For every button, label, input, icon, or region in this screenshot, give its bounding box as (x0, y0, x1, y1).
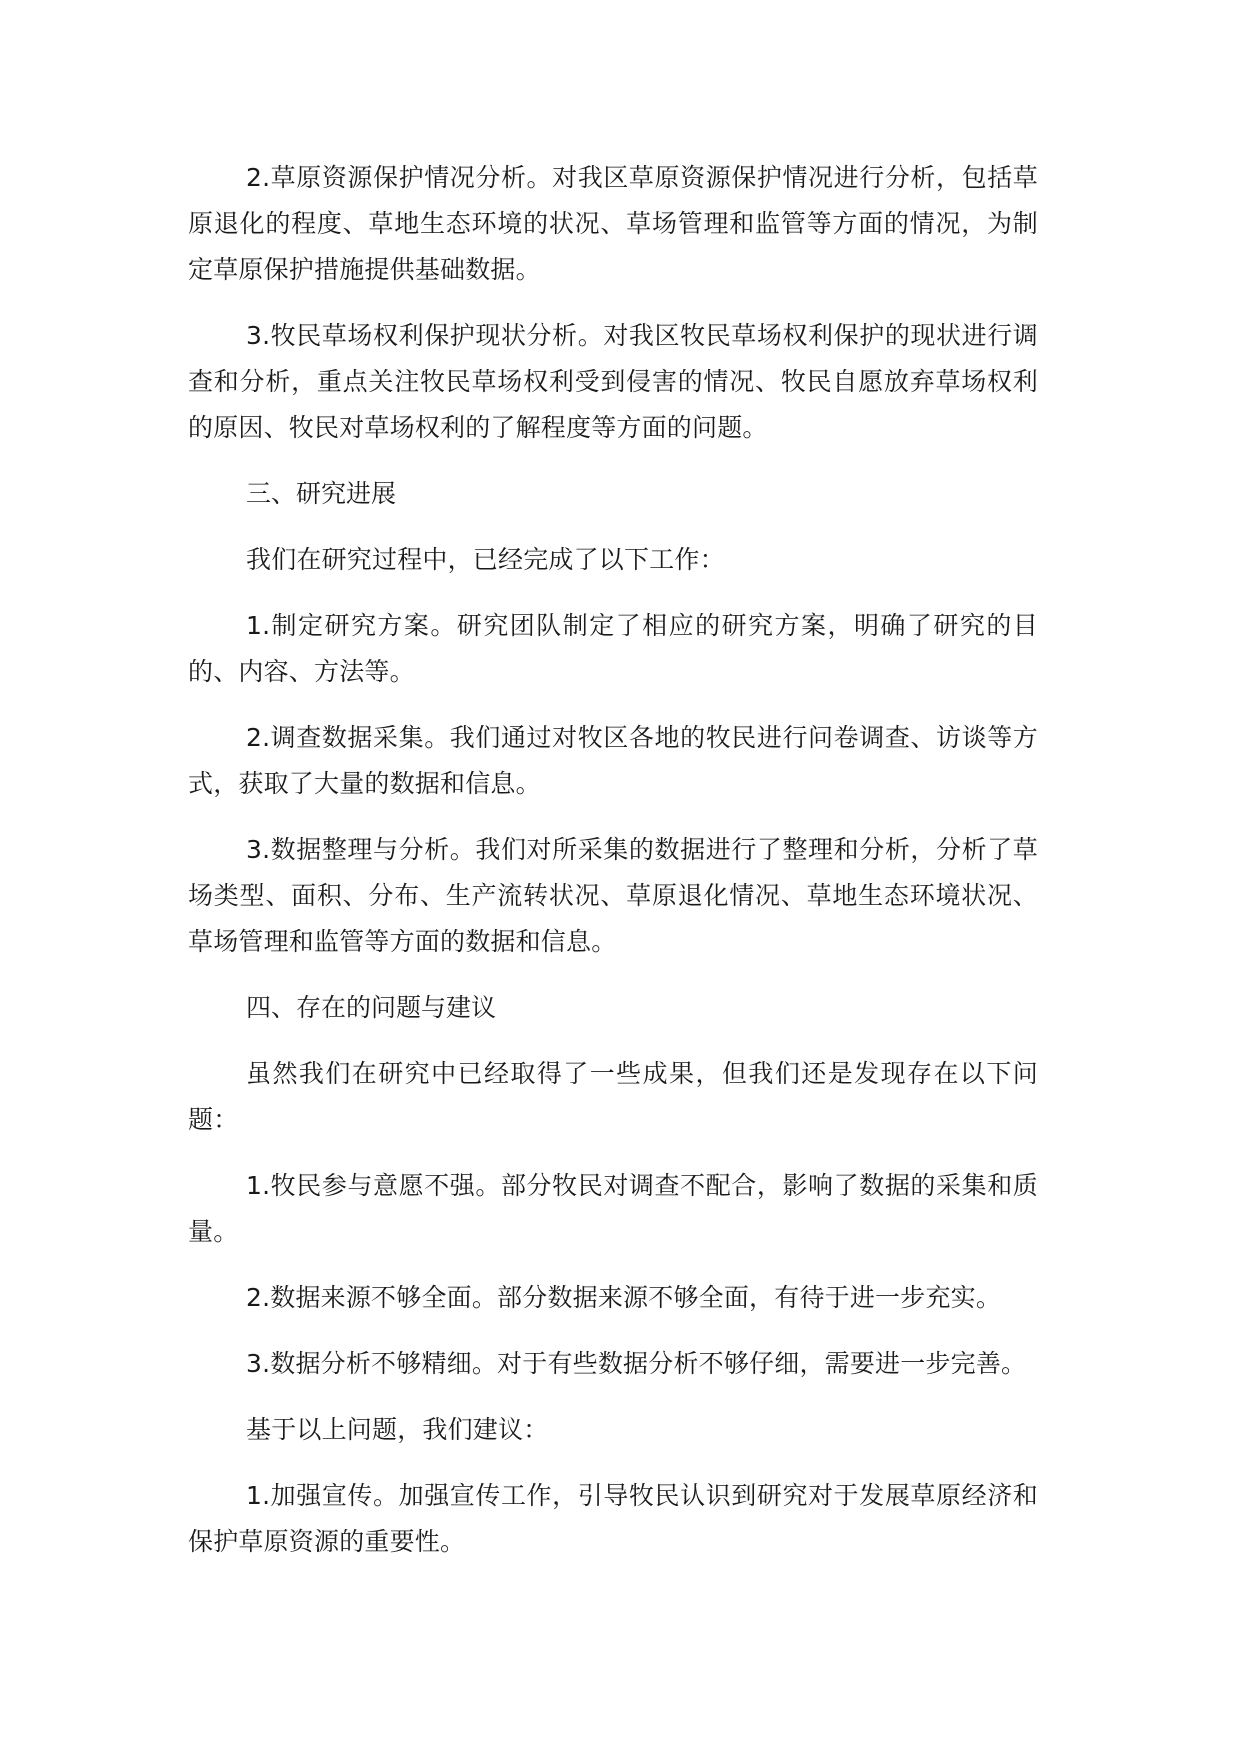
paragraph-completed-work-intro: 我们在研究过程中，已经完成了以下工作： (246, 545, 725, 574)
paragraph-suggestions-intro: 基于以上问题，我们建议： (246, 1415, 549, 1444)
paragraph-research-plan: 1.制定研究方案。研究团队制定了相应的研究方案，明确了研究的目的、内容、方法等。 (188, 611, 1038, 686)
document-page (188, 155, 1038, 1585)
paragraph-grassland-protection-analysis: 2.草原资源保护情况分析。对我区草原资源保护情况进行分析，包括草原退化的程度、草地生态环境的状况、草场管理和监管等方面的情况，为制定草原保护措施提供基础数据。 (188, 163, 1038, 284)
paragraph-herder-rights-analysis: 3.牧民草场权利保护现状分析。对我区牧民草场权利保护的现状进行调查和分析，重点关注牧民草场权利受到侵害的情况、牧民自愿放弃草场权利的原因、牧民对草场权利的了解程度等方面的问题。 (188, 321, 1038, 442)
paragraph-suggestion-publicity: 1.加强宣传。加强宣传工作，引导牧民认识到研究对于发展草原经济和保护草原资源的重要性。 (188, 1481, 1038, 1556)
paragraph-problem-participation: 1.牧民参与意愿不强。部分牧民对调查不配合，影响了数据的采集和质量。 (188, 1171, 1038, 1246)
paragraph-problem-analysis-detail: 3.数据分析不够精细。对于有些数据分析不够仔细，需要进一步完善。 (246, 1349, 1027, 1378)
paragraph-data-collection: 2.调查数据采集。我们通过对牧区各地的牧民进行问卷调查、访谈等方式，获取了大量的数据和信息。 (188, 723, 1038, 798)
section-heading-problems-suggestions: 四、存在的问题与建议 (246, 993, 497, 1022)
paragraph-data-analysis: 3.数据整理与分析。我们对所采集的数据进行了整理和分析，分析了草场类型、面积、分布、生产流转状况、草原退化情况、草地生态环境状况、草场管理和监管等方面的数据和信息。 (188, 835, 1038, 956)
paragraph-problem-data-sources: 2.数据来源不够全面。部分数据来源不够全面，有待于进一步充实。 (246, 1283, 1002, 1312)
paragraph-problems-intro: 虽然我们在研究中已经取得了一些成果，但我们还是发现存在以下问题： (188, 1059, 1038, 1134)
section-heading-research-progress: 三、研究进展 (246, 479, 397, 508)
